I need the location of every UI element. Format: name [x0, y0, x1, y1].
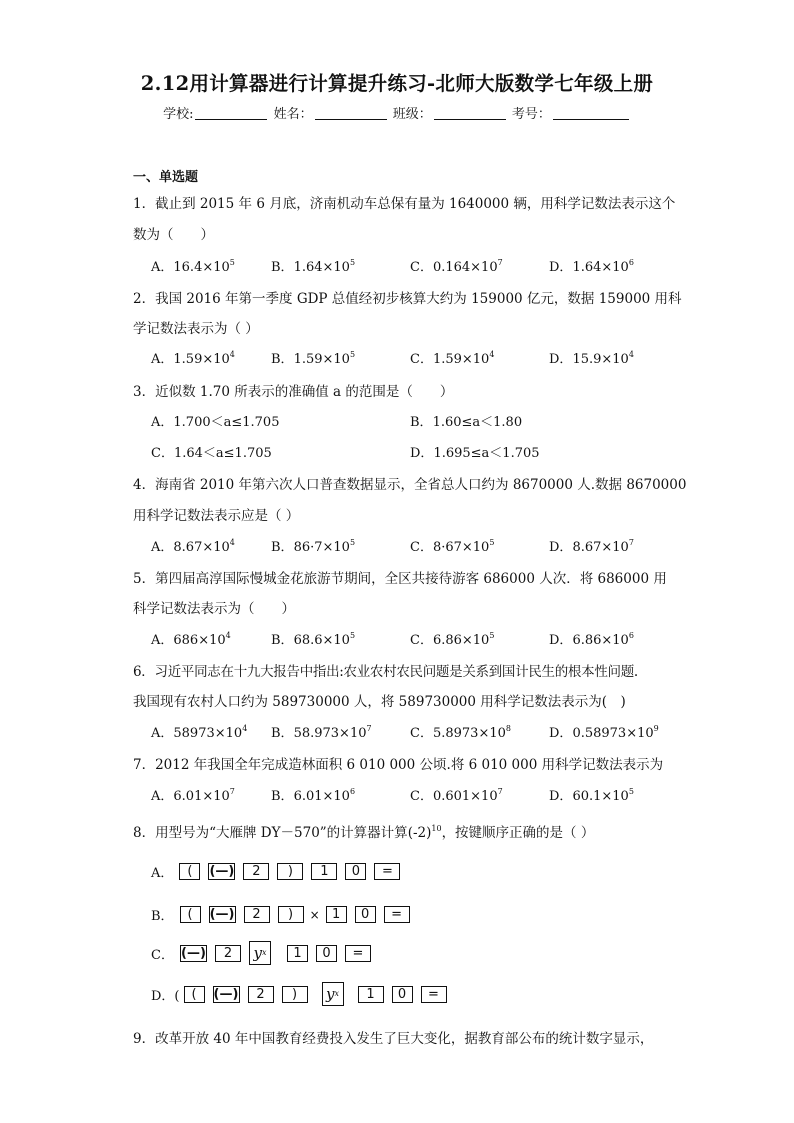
question-3-line-1: 3．近似数 1.70 所表示的准确值 a 的范围是（ ）	[133, 384, 454, 400]
question-2-line-2: 学记数法表示为（ ）	[133, 321, 259, 337]
q1-option-a: A．$16.4\times 10^5$	[151, 258, 235, 275]
q8-option-a: A． ( (—) 2 ) 1 0 =	[151, 862, 408, 881]
q8-option-d: D．( ( (—) 2 ) y x 1 0 =	[151, 982, 455, 1006]
class-blank	[434, 107, 506, 120]
q3-option-c: C．1.64＜a≤1.705	[151, 446, 272, 461]
key-0: 0	[345, 863, 366, 880]
question-5-line-1: 5．第四届高淳国际慢城金花旅游节期间，全区共接待游客 686000 人次．将 686000 用	[133, 571, 667, 587]
key-negative: (—)	[213, 986, 239, 1002]
q8-expression: (-2)	[407, 825, 432, 841]
key-power: y x	[249, 941, 271, 965]
question-2-line-1: 2．我国 2016 年第一季度 GDP 总值经初步核算大约为 159000 亿元，数据 159000 用科	[133, 291, 682, 307]
q7-option-b: B．$6.01\times 10^6$	[271, 787, 356, 804]
question-4-line-1: 4．海南省 2010 年第六次人口普查数据显示，全省总人口约为 8670000 人.数据 8670000	[133, 477, 687, 493]
key-0: 0	[392, 986, 413, 1003]
q5-option-a: A．$686\times 10^4$	[151, 631, 231, 648]
key-2: 2	[248, 986, 274, 1003]
key-2: 2	[215, 945, 241, 962]
key-equals: =	[421, 986, 447, 1003]
key-0: 0	[355, 906, 376, 923]
q5-option-b: B．$68.6\times 10^5$	[271, 631, 356, 648]
q4-option-d: D．$8.67\times 10^7$	[549, 538, 634, 555]
key-negative: (—)	[181, 945, 206, 961]
name-label: 姓名：	[273, 107, 313, 122]
key-2: 2	[244, 906, 270, 923]
page-title: 2.12用计算器进行计算提升练习-北师大版数学七年级上册	[140, 72, 654, 95]
key-right-paren: )	[282, 986, 308, 1003]
q6-option-b: B．$58.973\times 10^7$	[271, 724, 372, 741]
q2-option-a: A．$1.59\times 10^4$	[151, 350, 235, 367]
q8-exponent: 10	[431, 824, 442, 833]
key-right-paren: )	[278, 906, 304, 923]
key-left-paren: (	[180, 906, 201, 923]
question-5-line-2: 科学记数法表示为（ ）	[133, 601, 295, 617]
key-equals: =	[345, 945, 371, 962]
question-1-line-2: 数为（ ）	[133, 227, 214, 243]
student-info-row	[0, 103, 794, 122]
key-equals: =	[374, 863, 400, 880]
q8-option-c: C． (—) 2 y x 1 0 =	[151, 941, 379, 965]
key-1: 1	[326, 906, 347, 923]
exam-number-blank	[553, 107, 629, 120]
q2-option-b: B．$1.59\times 10^5$	[271, 350, 356, 367]
key-equals: =	[384, 906, 410, 923]
q6-option-d: D．$0.58973\times 10^9$	[549, 724, 659, 741]
key-1: 1	[287, 945, 308, 962]
q1-option-c: C．$0.164\times 10^7$	[410, 258, 503, 275]
q2-option-d: D．$15.9\times 10^4$	[549, 350, 634, 367]
q4-option-a: A．$8.67\times 10^4$	[151, 538, 235, 555]
q6-option-a: A．$58973\times 10^4$	[151, 724, 248, 741]
q3-option-d: D．1.695≤a＜1.705	[410, 446, 540, 461]
key-negative: (—)	[209, 907, 235, 922]
class-label: 班级：	[392, 107, 432, 122]
question-9-line-1: 9．改革开放 40 年中国教育经费投入发生了巨大变化，据教育部公布的统计数字显示，	[133, 1031, 654, 1047]
question-4-line-2: 用科学记数法表示应是（ ）	[133, 508, 300, 524]
q5-option-d: D．$6.86\times 10^6$	[549, 631, 634, 648]
exam-number-label: 考号：	[511, 107, 551, 122]
q1-option-d: D．$1.64\times 10^6$	[549, 258, 634, 275]
question-6-line-2: 我国现有农村人口约为 589730000 人，将 589730000 用科学记数法表示为( )	[133, 694, 626, 710]
q1-option-b: B．$1.64\times 10^5$	[271, 258, 356, 275]
q5-option-c: C．$6.86\times 10^5$	[410, 631, 495, 648]
q7-option-d: D．$60.1\times 10^5$	[549, 787, 634, 804]
question-1-line-1: 1．截止到 2015 年 6 月底，济南机动车总保有量为 1640000 辆，用科学记数法表示这个	[133, 196, 676, 212]
name-blank	[315, 107, 387, 120]
q3-option-b: B．1.60≤a＜1.80	[410, 415, 523, 430]
key-1: 1	[311, 863, 337, 880]
key-right-paren: )	[277, 863, 303, 880]
q3-option-a: A．1.700＜a≤1.705	[151, 415, 280, 430]
q7-option-a: A．$6.01\times 10^7$	[151, 787, 235, 804]
q8-option-b: B． ( (—) 2 ) × 1 0 =	[151, 905, 418, 924]
question-7-line-1: 7．2012 年我国全年完成造林面积 6 010 000 公顷.将 6 010 000 用科学记数法表示为	[133, 757, 664, 773]
q4-option-c: C．$8\cdot 67\times 10^5$	[410, 538, 495, 555]
key-1: 1	[358, 986, 384, 1003]
q2-option-c: C．$1.59\times 10^4$	[410, 350, 495, 367]
key-0: 0	[316, 945, 337, 962]
key-left-paren: (	[184, 986, 205, 1003]
question-6-line-1: 6．习近平同志在十九大报告中指出:农业农村农民问题是关系到国计民生的根本性问题.	[133, 664, 638, 680]
section-heading: 一、单选题	[133, 170, 199, 185]
key-2: 2	[243, 863, 269, 880]
question-8-line-1: 8．用型号为“大雁牌 DY－570”的计算器计算$(-2)^{10}$，按键顺序正确的是（ ）	[133, 824, 595, 841]
school-label: 学校:	[163, 107, 194, 122]
q4-option-b: B．$86\cdot 7\times 10^5$	[271, 538, 356, 555]
key-power: y x	[322, 982, 344, 1006]
key-left-paren: (	[179, 863, 200, 880]
school-blank	[195, 107, 267, 120]
q7-option-c: C．$0.601\times 10^7$	[410, 787, 503, 804]
key-negative: (—)	[209, 864, 235, 879]
key-multiply: ×	[309, 907, 320, 922]
q6-option-c: C．$5.8973\times 10^8$	[410, 724, 511, 741]
